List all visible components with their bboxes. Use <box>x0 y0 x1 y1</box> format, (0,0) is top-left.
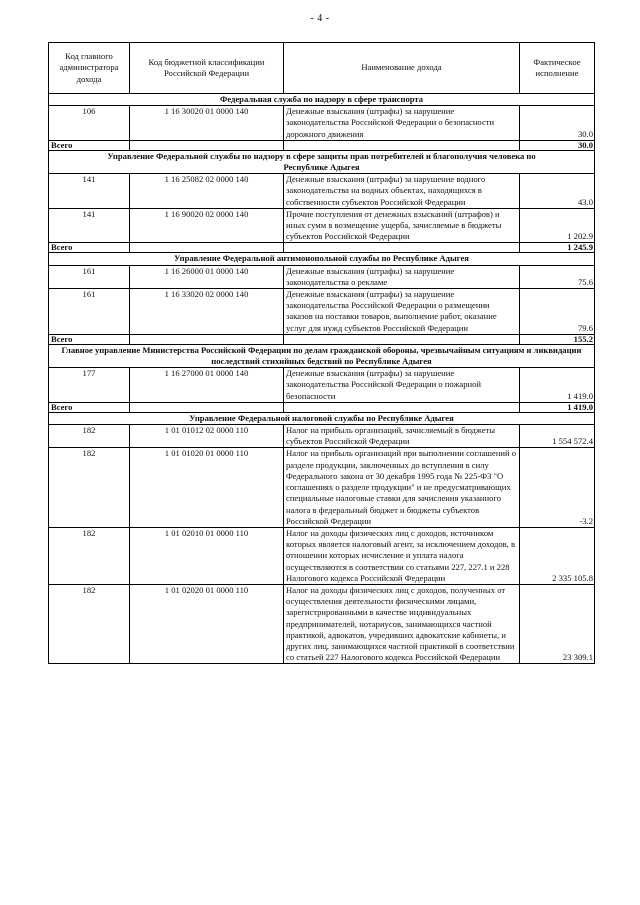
total-amount: 30.0 <box>520 140 595 150</box>
table-row <box>49 527 595 584</box>
amount: -3.2 <box>520 448 595 527</box>
total-row <box>49 402 595 412</box>
income-name: Налог на прибыль организаций при выполнении соглашений о разделе продукции, заключенных до вступления в силу Федерального закона от 30 декабря 1995 года № 225-ФЗ "О соглашениях о разделе продукции" и не предусматривающих специальные налоговые ставки для зачисления указанного налога в федеральный бюджет и бюджеты субъектов Российской Федерации <box>284 448 520 527</box>
total-amount: 1 245.9 <box>520 243 595 253</box>
section-title: Управление Федеральной антимонопольной службы по Республике Адыгея <box>49 253 595 265</box>
admin-code: 141 <box>49 174 130 209</box>
table-row <box>49 174 595 209</box>
budget-code: 1 16 90020 02 0000 140 <box>130 208 284 243</box>
income-name: Денежные взыскания (штрафы) за нарушение законодательства Российской Федерации о безопасности дорожного движения <box>284 106 520 141</box>
table-row <box>49 289 595 335</box>
admin-code: 141 <box>49 208 130 243</box>
header-budget-code: Код бюджетной классификации Российской Федерации <box>130 43 284 94</box>
total-label: Всего <box>49 140 130 150</box>
total-amount: 155.2 <box>520 334 595 344</box>
income-name: Денежные взыскания (штрафы) за нарушение законодательства Российской Федерации о пожарной безопасности <box>284 368 520 403</box>
table-row <box>49 208 595 243</box>
amount: 1 554 572.4 <box>520 425 595 448</box>
budget-code: 1 01 01020 01 0000 110 <box>130 448 284 527</box>
budget-code: 1 01 02010 01 0000 110 <box>130 527 284 584</box>
budget-code: 1 16 26000 01 0000 140 <box>130 265 284 288</box>
income-name: Денежные взыскания (штрафы) за нарушение законодательства о рекламе <box>284 265 520 288</box>
total-label: Всего <box>49 402 130 412</box>
table-row <box>49 106 595 141</box>
income-name: Прочие поступления от денежных взысканий (штрафов) и иных сумм в возмещение ущерба, зачисляемые в бюджеты субъектов Российской Федерации <box>284 208 520 243</box>
admin-code: 182 <box>49 527 130 584</box>
amount: 30.0 <box>520 106 595 141</box>
section-row <box>49 412 595 424</box>
admin-code: 182 <box>49 448 130 527</box>
income-name: Денежные взыскания (штрафы) за нарушение водного законодательства на водных объектах, находящихся в собственности субъектов Российской Федерации <box>284 174 520 209</box>
admin-code: 161 <box>49 265 130 288</box>
amount: 2 335 105.8 <box>520 527 595 584</box>
income-name: Налог на доходы физических лиц с доходов, полученных от осуществления деятельности физическими лицами, зарегистрированными в качестве индивидуальных предпринимателей, нотариусов, занимающихся частной практикой, адвокатов, учредивших адвокатские кабинеты, и других лиц, занимающихся частной практикой в соответствии со статьей 227 Налогового кодекса Российской Федерации <box>284 584 520 663</box>
budget-code: 1 16 25082 02 0000 140 <box>130 174 284 209</box>
header-income-name: Наименование дохода <box>284 43 520 94</box>
budget-code: 1 16 33020 02 0000 140 <box>130 289 284 335</box>
section-row <box>49 253 595 265</box>
section-row <box>49 344 595 367</box>
section-row <box>49 150 595 173</box>
table-row <box>49 448 595 527</box>
section-title: Федеральная служба по надзору в сфере транспорта <box>49 94 595 106</box>
budget-code: 1 01 02020 01 0000 110 <box>130 584 284 663</box>
income-name: Налог на доходы физических лиц с доходов, источником которых является налоговый агент, за исключением доходов, в отношении которых исчисление и уплата налога осуществляются в соответствии со статьями 227, 227.1 и 228 Налогового кодекса Российской Федерации <box>284 527 520 584</box>
total-row <box>49 243 595 253</box>
admin-code: 182 <box>49 584 130 663</box>
table-row <box>49 368 595 403</box>
amount: 79.6 <box>520 289 595 335</box>
income-name: Денежные взыскания (штрафы) за нарушение законодательства Российской Федерации о размещении заказов на поставки товаров, выполнение работ, оказание услуг для нужд субъектов Российской Федерации <box>284 289 520 335</box>
admin-code: 161 <box>49 289 130 335</box>
budget-code: 1 01 01012 02 0000 110 <box>130 425 284 448</box>
budget-code: 1 16 27000 01 0000 140 <box>130 368 284 403</box>
admin-code: 106 <box>49 106 130 141</box>
table-row <box>49 265 595 288</box>
section-title: Главное управление Министерства Российской Федерации по делам гражданской обороны, чрезвычайным ситуациям и ликвидации последствий стихийных бедствий по Республике Адыгея <box>49 344 595 367</box>
section-title: Управление Федеральной налоговой службы по Республике Адыгея <box>49 412 595 424</box>
total-label: Всего <box>49 243 130 253</box>
section-row <box>49 94 595 106</box>
header-row <box>49 43 595 94</box>
income-name: Налог на прибыль организаций, зачисляемый в бюджеты субъектов Российской Федерации <box>284 425 520 448</box>
page-number: - 4 - <box>310 13 330 24</box>
admin-code: 177 <box>49 368 130 403</box>
total-row <box>49 334 595 344</box>
amount: 1 202.9 <box>520 208 595 243</box>
header-actual: Фактическое исполнение <box>520 43 595 94</box>
amount: 1 419.0 <box>520 368 595 403</box>
budget-code: 1 16 30020 01 0000 140 <box>130 106 284 141</box>
section-title: Управление Федеральной службы по надзору в сфере защиты прав потребителей и благополучия человека по Республике Адыгея <box>49 150 595 173</box>
amount: 75.6 <box>520 265 595 288</box>
table-row <box>49 425 595 448</box>
total-label: Всего <box>49 334 130 344</box>
total-row <box>49 140 595 150</box>
amount: 23 309.1 <box>520 584 595 663</box>
total-amount: 1 419.0 <box>520 402 595 412</box>
amount: 43.0 <box>520 174 595 209</box>
header-admin-code: Код главного администратора дохода <box>49 43 130 94</box>
admin-code: 182 <box>49 425 130 448</box>
table-row <box>49 584 595 663</box>
revenue-table <box>48 42 595 664</box>
